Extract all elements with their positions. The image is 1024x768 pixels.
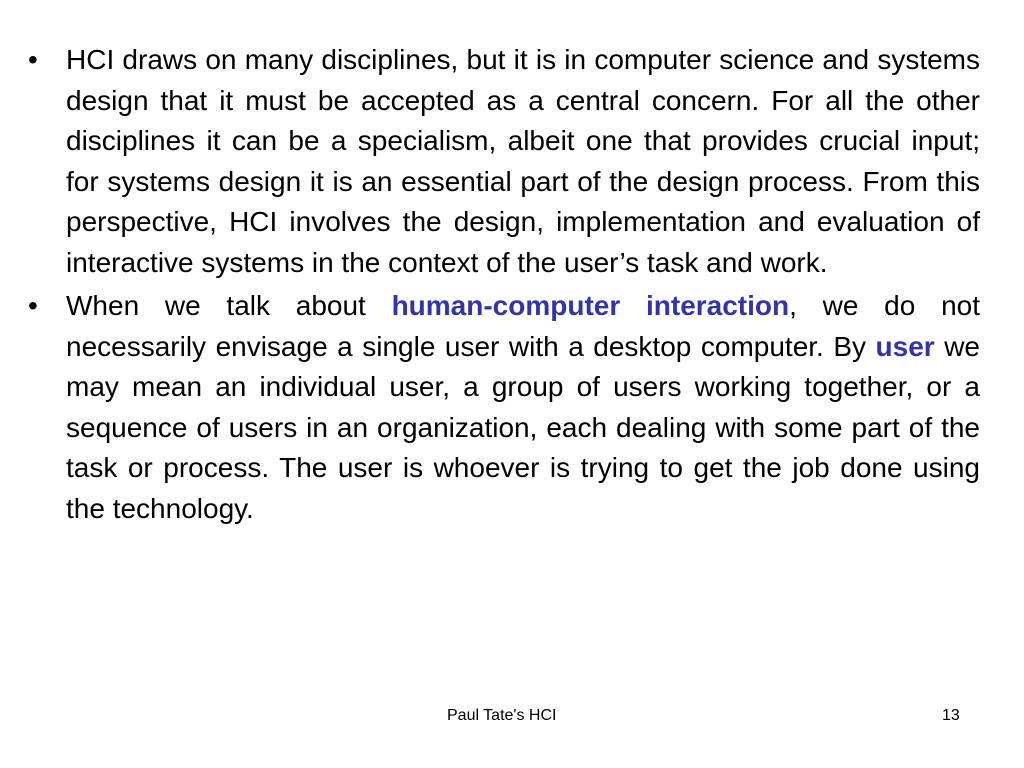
bullet-text-segment: we may mean an individual user, a group of users working together, or a sequence of users in an organization, each dealing with some part of the task or process. The user is whoever is trying to get the job done using the technology.: [66, 330, 980, 524]
bullet-text: [66, 286, 980, 529]
page-number: 13: [942, 707, 960, 724]
highlighted-term: user: [875, 330, 935, 362]
highlighted-term: human-computer interaction: [391, 290, 790, 321]
bullet-mark: •: [28, 290, 38, 321]
bullet-item: [28, 286, 980, 529]
bullet-text-segment: When we talk about: [66, 290, 392, 321]
bullet-item: [28, 40, 980, 283]
bullet-text-segment: , we do not necessarily envisage a single user with a desktop computer. By: [66, 290, 980, 362]
bullet-mark: •: [28, 44, 38, 75]
bullet-list: [28, 40, 980, 532]
bullet-text: HCI draws on many disciplines, but it is in computer science and systems design that it must be accepted as a central concern. For all the other disciplines it can be a specialism, albeit one that provides crucial input; for systems design it is an essential part of the design process. From this perspective, HCI involves the design, implementation and evaluation of interactive systems in the context of the user’s task and work.: [66, 44, 980, 278]
footer-title: Paul Tate's HCI: [447, 707, 557, 724]
